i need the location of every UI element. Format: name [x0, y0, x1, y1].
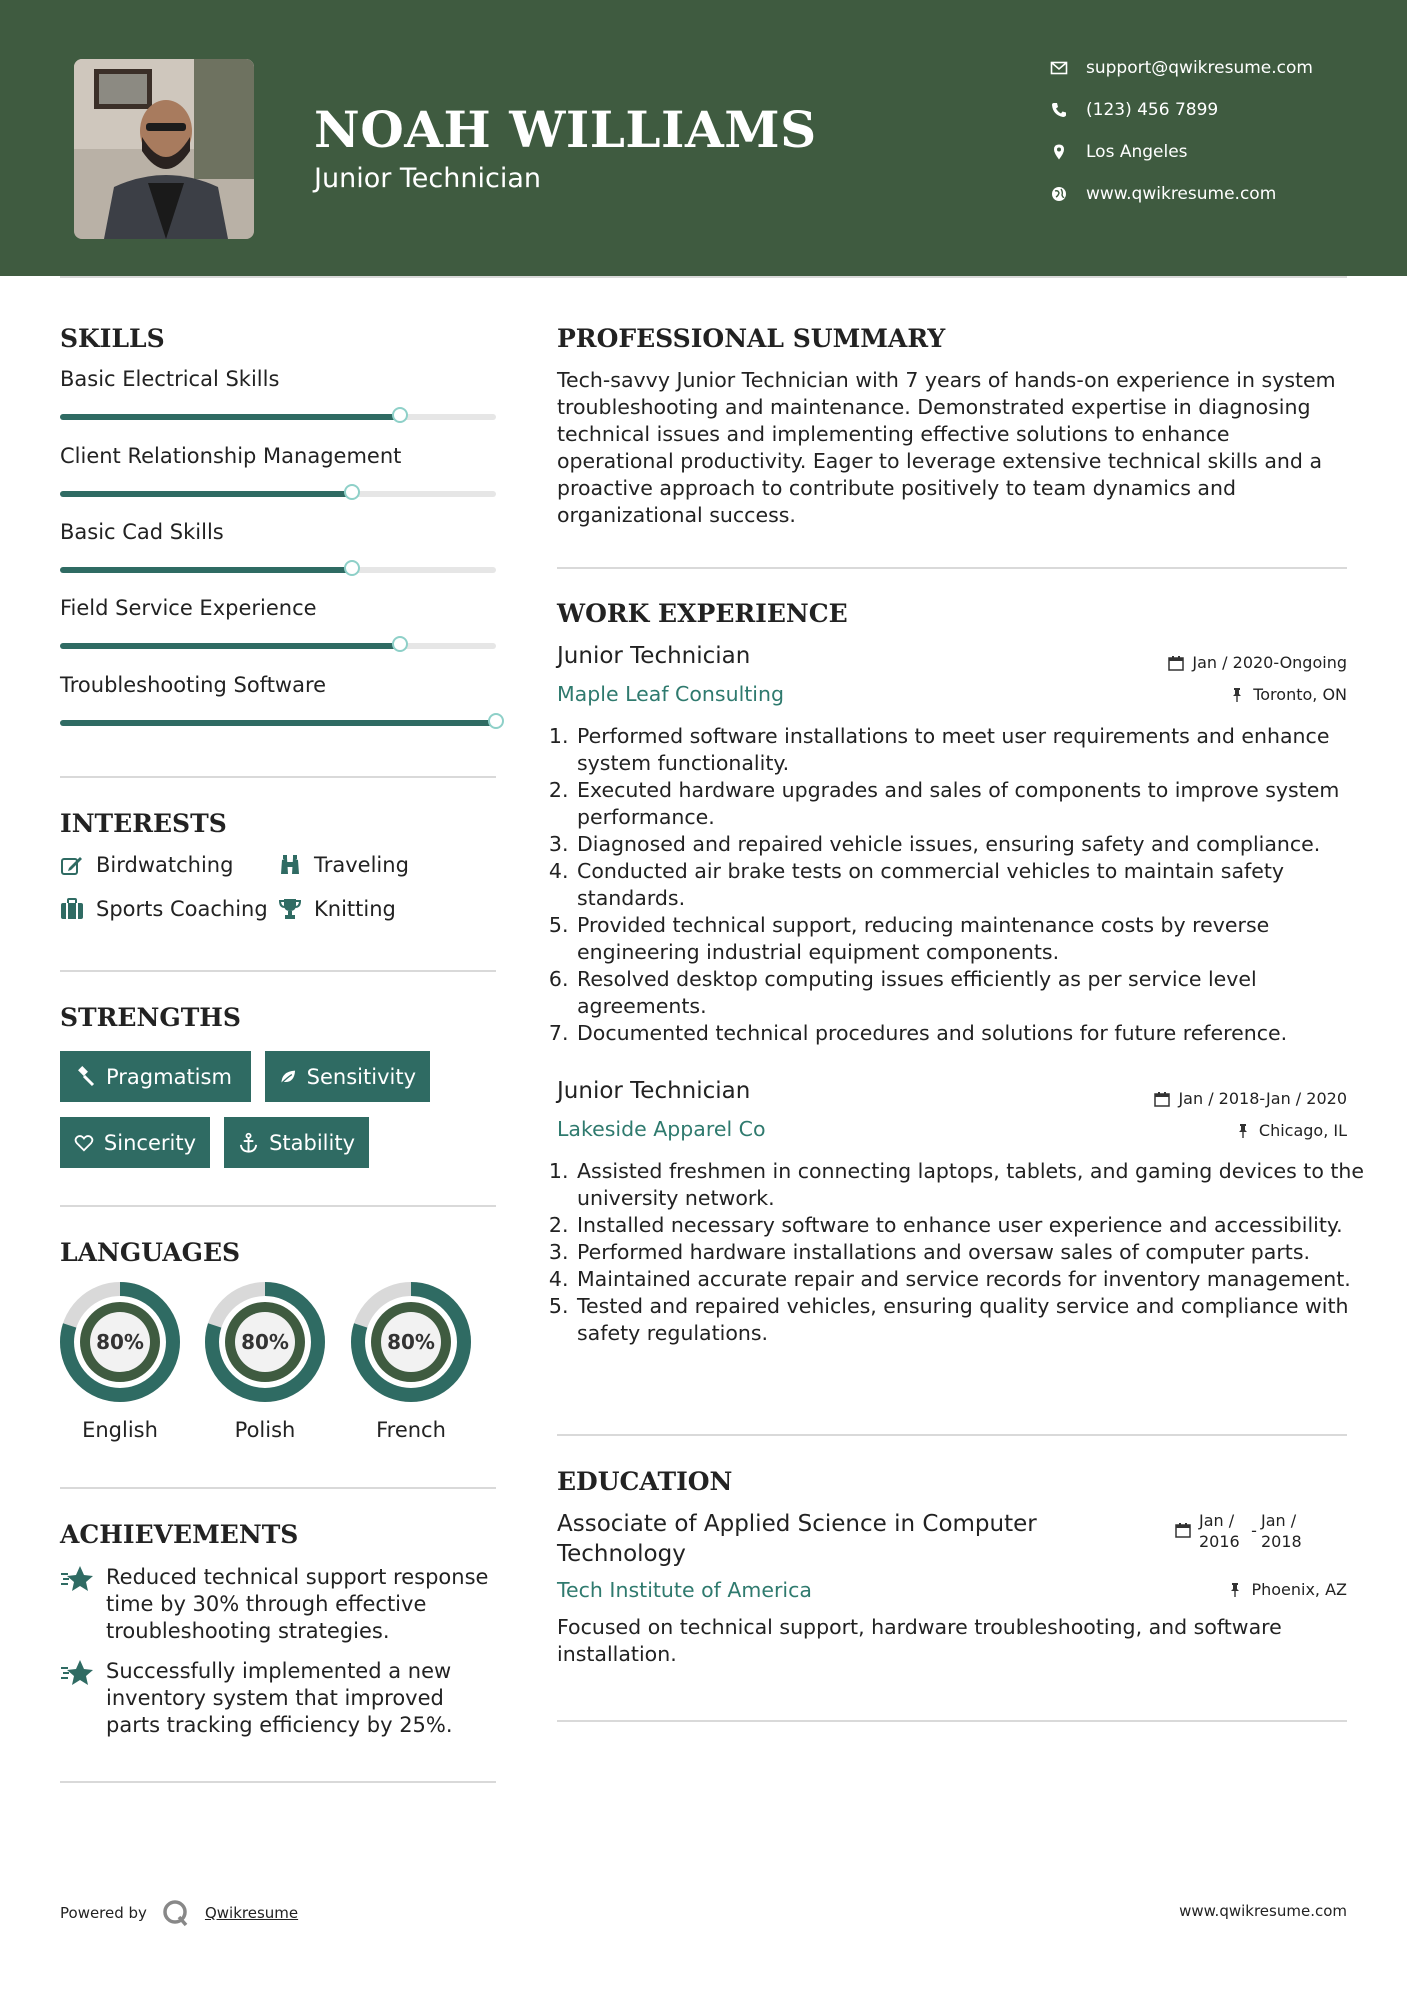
experience-heading: WORK EXPERIENCE	[557, 599, 848, 628]
section-divider	[557, 1434, 1347, 1436]
interest-item: Knitting	[278, 897, 396, 921]
skill-bar-knob	[488, 713, 504, 729]
duty-item: 1. Performed software installations to meet user requirements and enhance system functionality.	[575, 723, 1370, 777]
duty-item: 3. Performed hardware installations and oversaw sales of computer parts.	[575, 1239, 1370, 1266]
job-title: Junior Technician	[557, 1078, 751, 1104]
strength-tag: Sensitivity	[265, 1051, 430, 1102]
skill-bar-knob	[392, 636, 408, 652]
strengths-heading: STRENGTHS	[60, 1003, 241, 1032]
education-dates: Jan / 2016 - Jan / 2018	[1175, 1510, 1309, 1552]
skill-label: Troubleshooting Software	[60, 673, 327, 697]
achievements-heading: ACHIEVEMENTS	[60, 1520, 299, 1549]
qwikresume-logo-icon	[161, 1898, 191, 1928]
contact-location: Los Angeles	[1050, 142, 1188, 162]
anchor-icon	[238, 1132, 259, 1154]
binoculars-icon	[278, 854, 302, 876]
header-divider	[60, 276, 1347, 278]
gavel-icon	[74, 1066, 96, 1088]
interest-item: Traveling	[278, 853, 409, 877]
edit-icon	[60, 854, 84, 876]
resume-header	[0, 0, 1407, 276]
skill-bar	[60, 567, 496, 573]
duty-item: 4. Conducted air brake tests on commercial vehicles to maintain safety standards.	[575, 858, 1370, 912]
calendar-icon	[1154, 1091, 1170, 1107]
briefcase-icon	[60, 898, 84, 920]
pushpin-icon	[1227, 1582, 1243, 1598]
leaf-icon	[279, 1066, 297, 1088]
language-ring	[59, 1281, 181, 1403]
language-percent: 80%	[241, 1330, 289, 1354]
skill-bar	[60, 720, 496, 726]
job-title: Junior Technician	[557, 643, 751, 669]
skill-label: Client Relationship Management	[60, 444, 402, 468]
duty-item: 5. Provided technical support, reducing maintenance costs by reverse engineering industrial equipment components.	[575, 912, 1370, 966]
language-ring	[204, 1281, 326, 1403]
job-location: Chicago, IL	[1235, 1121, 1347, 1140]
duty-item: 1. Assisted freshmen in connecting laptops, tablets, and gaming devices to the university network.	[575, 1158, 1370, 1212]
strength-tag: Stability	[224, 1117, 369, 1168]
achievement-item: Reduced technical support response time by 30% through effective troubleshooting strategies.	[60, 1564, 500, 1645]
duty-item: 7. Documented technical procedures and solutions for future reference.	[575, 1020, 1370, 1047]
pushpin-icon	[1235, 1123, 1251, 1139]
education-location: Phoenix, AZ	[1227, 1580, 1347, 1599]
interest-item: Birdwatching	[60, 853, 233, 877]
heart-icon	[74, 1132, 94, 1154]
language-label: Polish	[234, 1418, 296, 1442]
achievement-item: Successfully implemented a new inventory system that improved parts tracking efficiency by 25%.	[60, 1658, 500, 1739]
section-divider	[60, 1781, 496, 1783]
footer-url[interactable]: www.qwikresume.com	[1179, 1902, 1347, 1920]
strength-tag: Pragmatism	[60, 1051, 251, 1102]
calendar-icon	[1175, 1522, 1191, 1538]
language-label: English	[82, 1418, 158, 1442]
section-divider	[557, 567, 1347, 569]
powered-by: Powered by Qwikresume	[60, 1898, 298, 1928]
language-percent: 80%	[387, 1330, 435, 1354]
qwikresume-link[interactable]: Qwikresume	[204, 1904, 299, 1922]
education-start: Jan / 2016	[1199, 1511, 1240, 1551]
contact-website[interactable]: www.qwikresume.com	[1050, 184, 1276, 204]
skill-bar-knob	[392, 407, 408, 423]
candidate-name: NOAH WILLIAMS	[314, 100, 817, 159]
school-name: Tech Institute of America	[557, 1578, 812, 1602]
skill-label: Field Service Experience	[60, 596, 317, 620]
contact-email[interactable]: support@qwikresume.com	[1050, 58, 1313, 78]
company-name: Maple Leaf Consulting	[557, 682, 785, 706]
summary-text: Tech-savvy Junior Technician with 7 years of hands-on experience in system troubleshooting and maintenance. Demonstrated expertise in diagnosing technical issues and implementing effective solutions to enhance operational productivity. Eager to leverage extensive technical skills and a proactive approach to contribute positively to team dynamics and organizational success.	[557, 368, 1336, 527]
job-location: Toronto, ON	[1229, 685, 1347, 704]
duty-item: 5. Tested and repaired vehicles, ensuring quality service and compliance with safety regulations.	[575, 1293, 1370, 1347]
languages-heading: LANGUAGES	[60, 1238, 241, 1267]
section-divider	[557, 1720, 1347, 1722]
job-dates: Jan / 2018-Jan / 2020	[1154, 1089, 1347, 1108]
duty-item: 2. Installed necessary software to enhance user experience and accessibility.	[575, 1212, 1370, 1239]
globe-icon	[1050, 185, 1068, 203]
candidate-title: Junior Technician	[314, 163, 541, 194]
pushpin-icon	[1229, 687, 1245, 703]
education-end: Jan / 2018	[1261, 1511, 1302, 1551]
education-heading: EDUCATION	[557, 1467, 733, 1496]
duty-item: 4. Maintained accurate repair and service records for inventory management.	[575, 1266, 1370, 1293]
skill-bar	[60, 643, 496, 649]
calendar-icon	[1168, 655, 1184, 671]
language-label: French	[376, 1418, 446, 1442]
degree-title: Associate of Applied Science in Computer Technology	[557, 1511, 1037, 1567]
skill-bar	[60, 414, 496, 420]
envelope-icon	[1050, 59, 1068, 77]
phone-icon	[1050, 101, 1068, 119]
duty-item: 3. Diagnosed and repaired vehicle issues, ensuring safety and compliance.	[575, 831, 1370, 858]
skills-heading: SKILLS	[60, 324, 165, 353]
job-duties	[557, 1158, 1370, 1347]
trophy-icon	[278, 898, 302, 920]
company-name: Lakeside Apparel Co	[557, 1117, 766, 1141]
contact-phone[interactable]: (123) 456 7899	[1050, 100, 1218, 120]
job-duties	[557, 723, 1370, 1047]
star-icon	[60, 1658, 96, 1688]
section-divider	[60, 776, 496, 778]
skill-bar-knob	[344, 484, 360, 500]
skill-label: Basic Cad Skills	[60, 520, 224, 544]
skill-bar	[60, 491, 496, 497]
skill-label: Basic Electrical Skills	[60, 367, 280, 391]
map-pin-icon	[1050, 143, 1068, 161]
summary-heading: PROFESSIONAL SUMMARY	[557, 324, 946, 353]
education-description: Focused on technical support, hardware troubleshooting, and software installation.	[557, 1615, 1282, 1666]
interests-heading: INTERESTS	[60, 809, 227, 838]
profile-photo	[74, 59, 254, 239]
section-divider	[60, 1205, 496, 1207]
section-divider	[60, 970, 496, 972]
language-ring	[350, 1281, 472, 1403]
duty-item: 2. Executed hardware upgrades and sales of components to improve system performance.	[575, 777, 1370, 831]
interest-item: Sports Coaching	[60, 897, 268, 921]
skill-bar-knob	[344, 560, 360, 576]
star-icon	[60, 1564, 96, 1594]
strength-tag: Sincerity	[60, 1117, 210, 1168]
section-divider	[60, 1487, 496, 1489]
language-percent: 80%	[96, 1330, 144, 1354]
duty-item: 6. Resolved desktop computing issues efficiently as per service level agreements.	[575, 966, 1370, 1020]
job-dates: Jan / 2020-Ongoing	[1168, 653, 1347, 672]
